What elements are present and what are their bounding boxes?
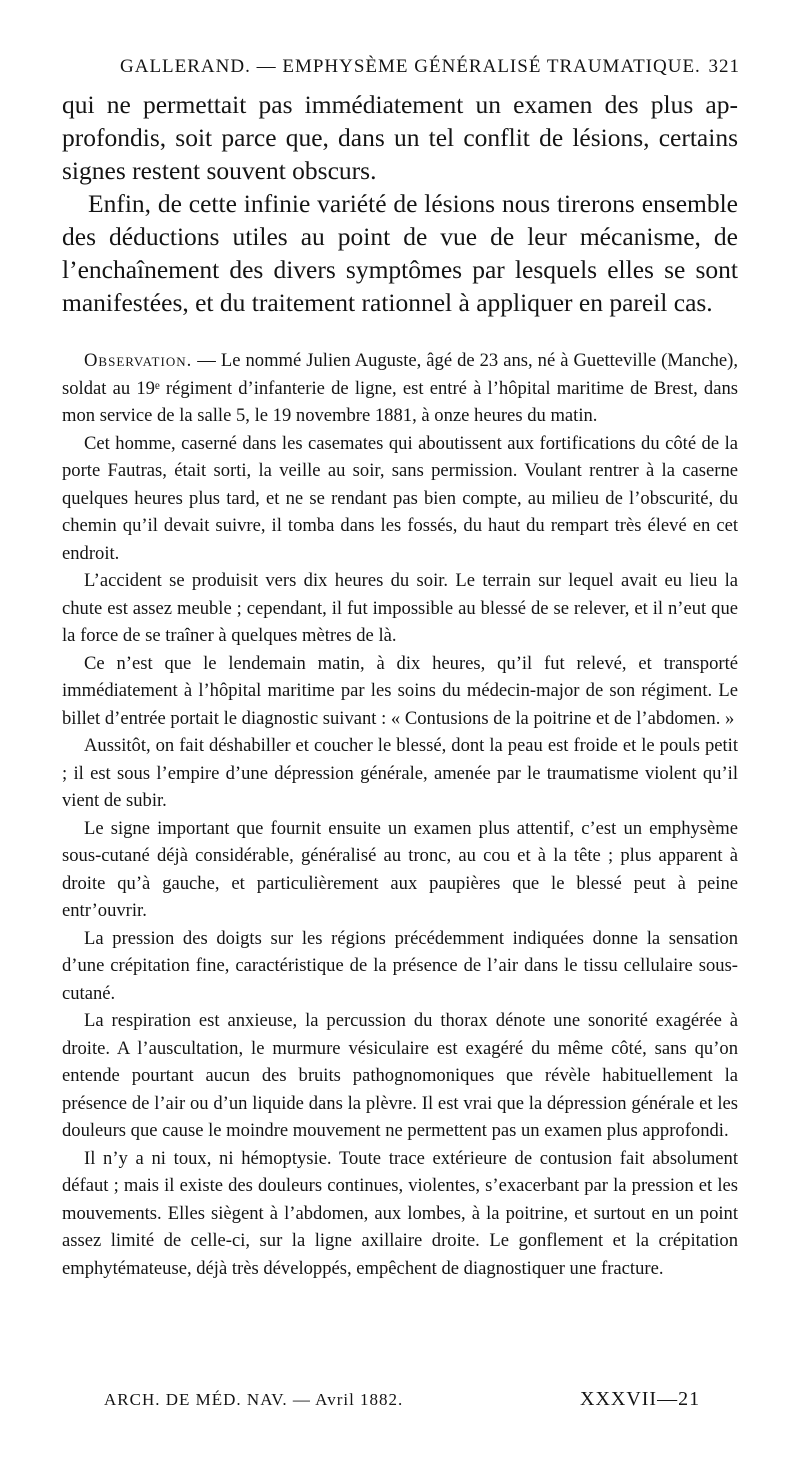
observation-label: Observation.	[84, 350, 193, 371]
observation-paragraph: L’accident se produisit vers dix heures du soir. Le terrain sur lequel avait eu lieu la chute est assez meuble ; cependant, il fut impossible au blessé de se relever, et il n’eut que la force de se traîner à quelques mètres de là.	[62, 570, 738, 646]
page-number: 321	[708, 56, 740, 77]
running-title: GALLERAND. — EMPHYSÈME GÉNÉRALISÉ TRAUMATIQUE.	[120, 56, 701, 77]
observation-paragraph: La respiration est anxieuse, la percussion du thorax dénote une sonorité exagérée à droite. A l’auscultation, le murmure vésiculaire est exagéré du même côté, sans qu’on entende pourtant aucun des bruits pathognomoniques que révèle habituellement la présence de l’air ou d’un liquide dans la plèvre. Il est vrai que la dépression générale et les douleurs que cause le moindre mouvement ne permettent pas un examen plus approfondi.	[62, 1010, 738, 1141]
intro-paragraph: qui ne permettait pas immédiatement un examen des plus approfondis, soit parce que, dans un tel conflit de lésions, certains signes restent souvent obscurs.	[62, 90, 738, 185]
footer-source: ARCH. DE MÉD. NAV. — Avril 1882.	[104, 1390, 404, 1409]
observation-intro-paragraph	[62, 347, 738, 430]
observation-paragraph: Aussitôt, on fait déshabiller et coucher le blessé, dont la peau est froide et le pouls petit ; il est sous l’empire d’une dépression générale, amenée par le traumatisme violent qu’il vient de subir.	[62, 735, 738, 811]
observation-paragraph: Le signe important que fournit ensuite un examen plus attentif, c’est un emphysème sous-cutané déjà considérable, généralisé au tronc, au cou et à la tête ; plus apparent à droite qu’à gauche, et particulièrement aux paupières que le blessé peut à peine entr’ouvrir.	[62, 817, 738, 921]
observation-paragraph: La pression des doigts sur les régions précédemment indiquées donne la sensation d’une crépitation fine, caractéristique de la présence de l’air dans le tissu cellulaire sous-cutané.	[62, 927, 738, 1004]
observation-paragraph: Ce n’est que le lendemain matin, à dix heures, qu’il fut relevé, et transporté immédiatement à l’hôpital maritime par les soins du médecin-major de son régiment. Le billet d’entrée portait le diagnostic suivant : « Contusions de la poitrine et de l’abdomen. »	[62, 652, 738, 729]
body-text	[62, 88, 738, 1282]
intro-paragraph: Enfin, de cette infinie variété de lésions nous tirerons ensemble des déductions utiles au point de vue de leur mécanisme, de l’enchaînement des divers symptômes par lesquels elles se sont manifestées, et du traitement rationnel à appliquer en pareil cas.	[62, 189, 738, 317]
observation-section	[62, 347, 738, 1282]
observation-paragraph: Cet homme, caserné dans les casemates qui aboutissent aux fortifications du côté de la porte Fautras, était sorti, la veille au soir, sans permission. Voulant rentrer à la caserne quelques heures plus tard, et ne se rendant pas bien compte, au milieu de l’obscurité, du chemin qu’il devait suivre, il tomba dans les fossés, du haut du rempart très élevé en cet endroit.	[62, 432, 738, 564]
signature-mark: XXXVII—21	[580, 1388, 701, 1410]
observation-paragraph: Il n’y a ni toux, ni hémoptysie. Toute trace extérieure de contusion fait absolument défaut ; mais il existe des douleurs continues, violentes, s’exacerbant par la pression et les mouvements. Elles siègent à l’abdomen, aux lombes, à la poitrine, et surtout en un point assez limité de celle-ci, sur la ligne axillaire droite. Le gonflement et la crépitation emphytémateuse, déjà très développés, empêchent de diagnostiquer une fracture.	[62, 1147, 738, 1279]
observation-intro-text: — Le nommé Julien Auguste, âgé de 23 ans, né à Guetteville (Manche), soldat au 19ᵉ régiment d’infanterie de ligne, est entré à l’hôpital maritime de Brest, dans mon service de la salle 5, le 19 novembre 1881, à onze heures du matin.	[62, 350, 738, 426]
running-head	[60, 56, 740, 82]
page-footer	[0, 1390, 800, 1414]
intro-section	[62, 88, 738, 319]
